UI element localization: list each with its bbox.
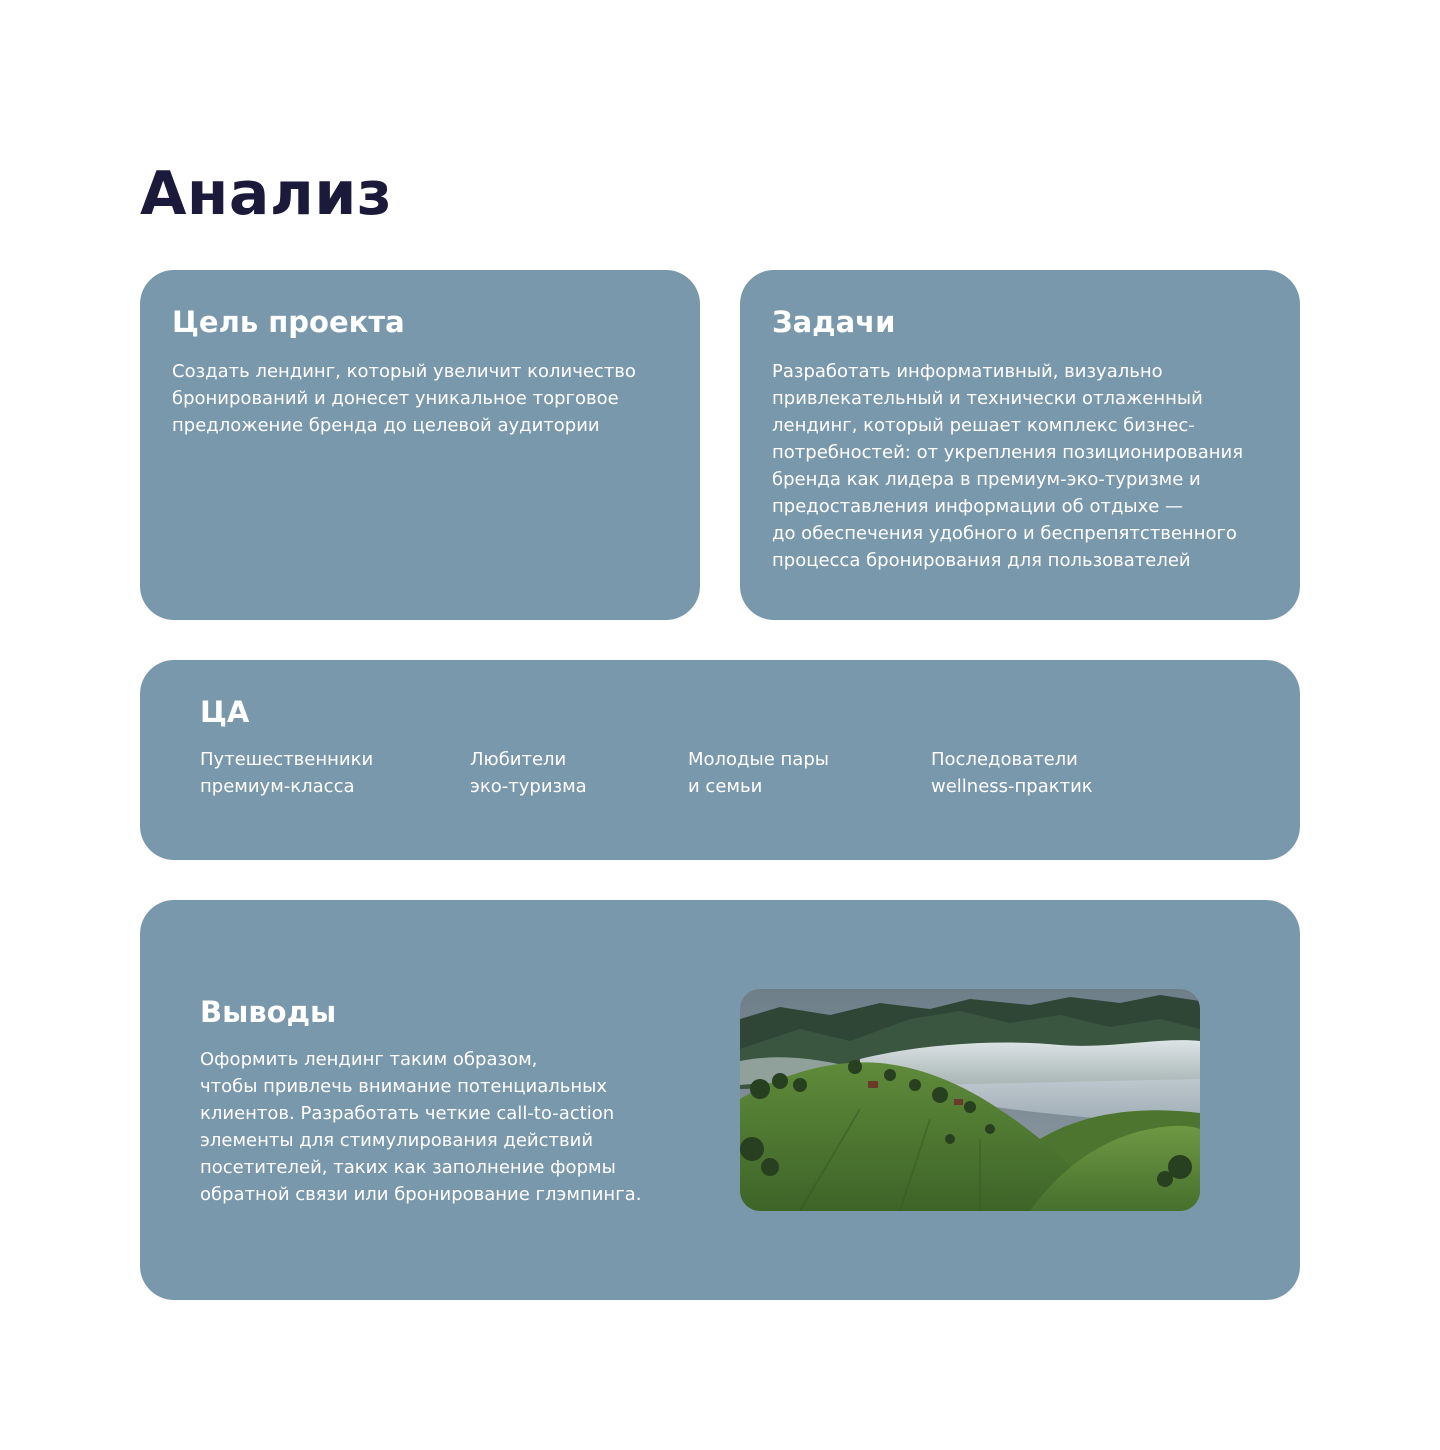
audience-heading: ЦА	[200, 695, 250, 729]
tasks-card	[740, 270, 1300, 620]
conclusions-heading: Выводы	[200, 995, 337, 1029]
conclusions-text-block	[200, 994, 680, 1208]
goal-card	[140, 270, 700, 620]
audience-item-premium: Путешественники премиум-класса	[200, 749, 374, 797]
audience-card	[140, 660, 1300, 860]
conclusions-text: Оформить лендинг таким образом, чтобы привлечь внимание потенциальных клиентов. Разработать четкие call-to-action элементы для стимулирования действий посетителей, таких как заполнение формы обратной связи или бронирование глэмпинга.	[200, 1049, 642, 1205]
goal-text: Создать лендинг, который увеличит количество бронирований и донесет уникальное торговое предложение бренда до целевой аудитории	[172, 361, 636, 436]
audience-item-wellness: Последователи wellness-практик	[931, 749, 1093, 797]
landscape-image	[740, 989, 1200, 1211]
audience-item-families: Молодые пары и семьи	[688, 749, 829, 797]
page-title: Анализ	[140, 159, 393, 229]
audience-list	[200, 746, 1300, 806]
audience-item-eco: Любители эко-туризма	[470, 749, 587, 797]
tasks-text: Разработать информативный, визуально привлекательный и технически отлаженный лендинг, который решает комплекс бизнес- потребностей: от укрепления позиционирования бренда как лидера в премиум-эко-туризме и предоставления информации об отдыхе — до обеспечения удобного и беспрепятственного процесса бронирования для пользователей	[772, 361, 1244, 571]
tasks-heading: Задачи	[772, 305, 896, 339]
conclusions-card	[140, 900, 1300, 1300]
goal-heading: Цель проекта	[172, 305, 405, 339]
